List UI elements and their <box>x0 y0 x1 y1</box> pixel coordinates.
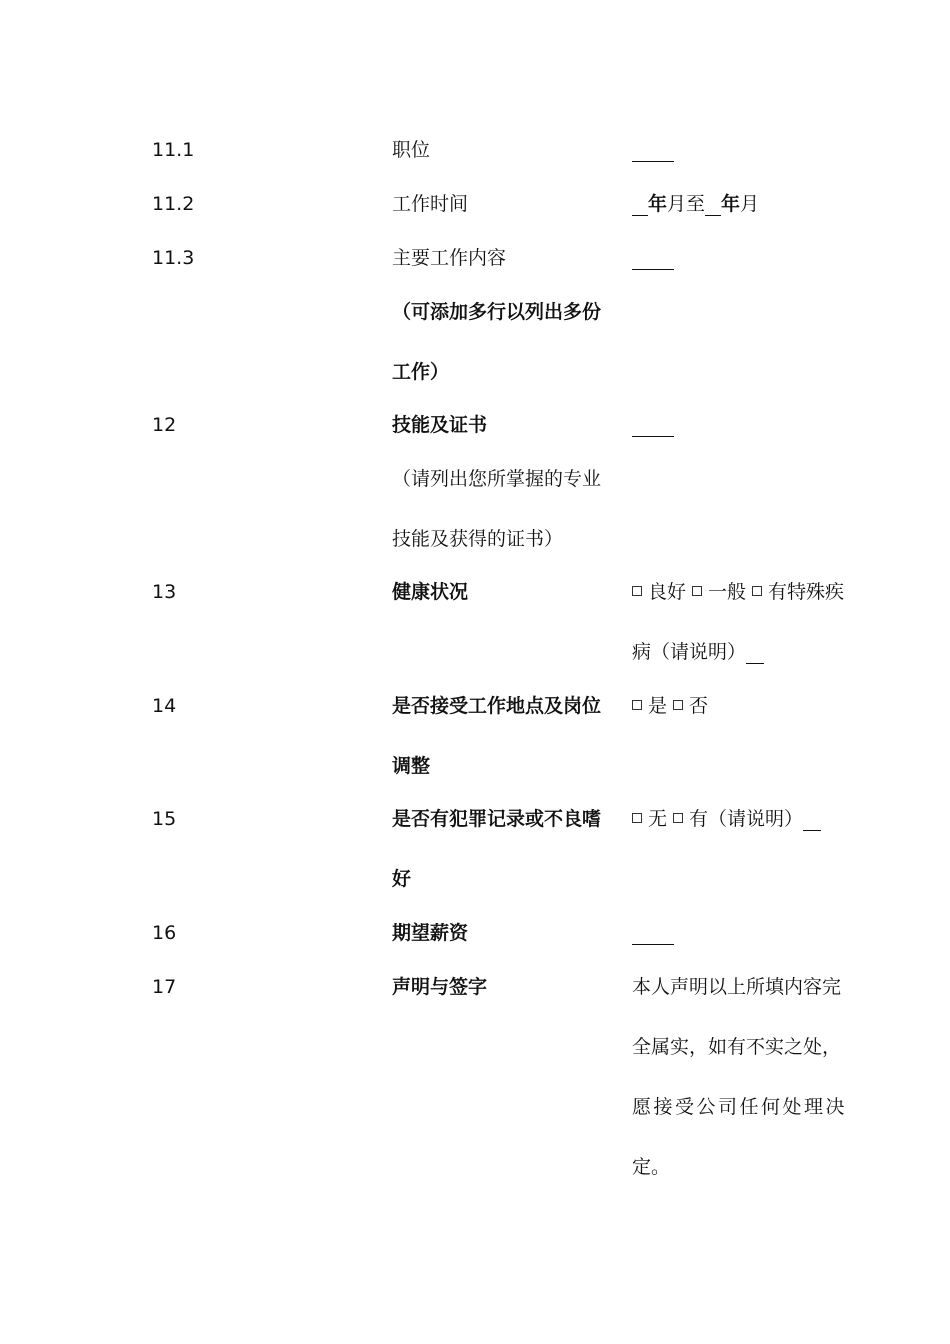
option-label: 有（请说明） <box>689 808 804 830</box>
option-continuation: 病（请说明） <box>632 641 747 663</box>
row-label <box>392 138 618 162</box>
row-label <box>392 580 618 604</box>
label-line: 是否接受工作地点及岗位 <box>392 695 602 717</box>
declaration-statement <box>632 975 860 1179</box>
row-value <box>632 807 860 831</box>
row-number: 15 <box>152 808 177 830</box>
option-label: 良好 <box>648 581 687 603</box>
blank-field[interactable] <box>705 195 721 216</box>
blank-field[interactable] <box>632 195 648 216</box>
blank-field[interactable] <box>632 924 674 945</box>
statement-line: 愿接受公司任何处理决 <box>632 1096 848 1118</box>
statement-line: 全属实，如有不实之处， <box>632 1036 842 1058</box>
blank-field[interactable] <box>803 810 821 831</box>
option-label: 否 <box>689 695 709 717</box>
label-line: 是否有犯罪记录或不良嗜 <box>392 808 602 830</box>
option-label: 无 <box>648 808 668 830</box>
label-line: 职位 <box>392 139 431 161</box>
checkbox[interactable] <box>673 700 683 710</box>
row-label <box>392 975 618 999</box>
row-number: 17 <box>152 976 177 998</box>
checkbox[interactable] <box>632 813 642 823</box>
row-number: 16 <box>152 922 177 944</box>
row-number: 11.2 <box>152 193 195 215</box>
row-label <box>392 413 618 551</box>
row-value <box>632 580 860 664</box>
label-line: 调整 <box>392 755 431 777</box>
row-label <box>392 807 618 891</box>
note-line: 技能及获得的证书） <box>392 528 564 550</box>
checkbox[interactable] <box>632 586 642 596</box>
label-line: 声明与签字 <box>392 976 488 998</box>
to-label: 至 <box>686 193 706 215</box>
month-label: 月 <box>740 193 760 215</box>
note-line: （可添加多行以列出多份 <box>392 301 602 323</box>
row-number: 12 <box>152 414 177 436</box>
statement-line: 本人声明以上所填内容完 <box>632 976 842 998</box>
row-number: 11.3 <box>152 247 195 269</box>
blank-field[interactable] <box>632 141 674 162</box>
checkbox[interactable] <box>632 700 642 710</box>
row-value <box>632 246 860 270</box>
row-number: 11.1 <box>152 139 195 161</box>
label-line: 工作时间 <box>392 193 469 215</box>
blank-field[interactable] <box>632 416 674 437</box>
row-label <box>392 246 618 384</box>
blank-field[interactable] <box>746 643 764 664</box>
option-label: 有特殊疾 <box>768 581 845 603</box>
checkbox[interactable] <box>673 813 683 823</box>
row-value <box>632 413 860 437</box>
label-line: 技能及证书 <box>392 414 488 436</box>
label-line: 好 <box>392 868 412 890</box>
year-label: 年 <box>648 193 668 215</box>
row-value <box>632 694 860 718</box>
label-line: 主要工作内容 <box>392 247 507 269</box>
row-number: 14 <box>152 695 177 717</box>
month-label: 月 <box>667 193 687 215</box>
row-value <box>632 192 860 216</box>
checkbox[interactable] <box>752 586 762 596</box>
row-label <box>392 921 618 945</box>
note-line: 工作） <box>392 361 450 383</box>
option-label: 一般 <box>708 581 747 603</box>
row-label <box>392 192 618 216</box>
row-number: 13 <box>152 581 177 603</box>
row-value <box>632 921 860 945</box>
label-line: 健康状况 <box>392 581 469 603</box>
option-label: 是 <box>648 695 668 717</box>
checkbox[interactable] <box>692 586 702 596</box>
note-line: （请列出您所掌握的专业 <box>392 468 602 490</box>
statement-line: 定。 <box>632 1156 671 1178</box>
row-label <box>392 694 618 778</box>
year-label: 年 <box>721 193 741 215</box>
blank-field[interactable] <box>632 249 674 270</box>
label-line: 期望薪资 <box>392 922 469 944</box>
row-value <box>632 138 860 162</box>
